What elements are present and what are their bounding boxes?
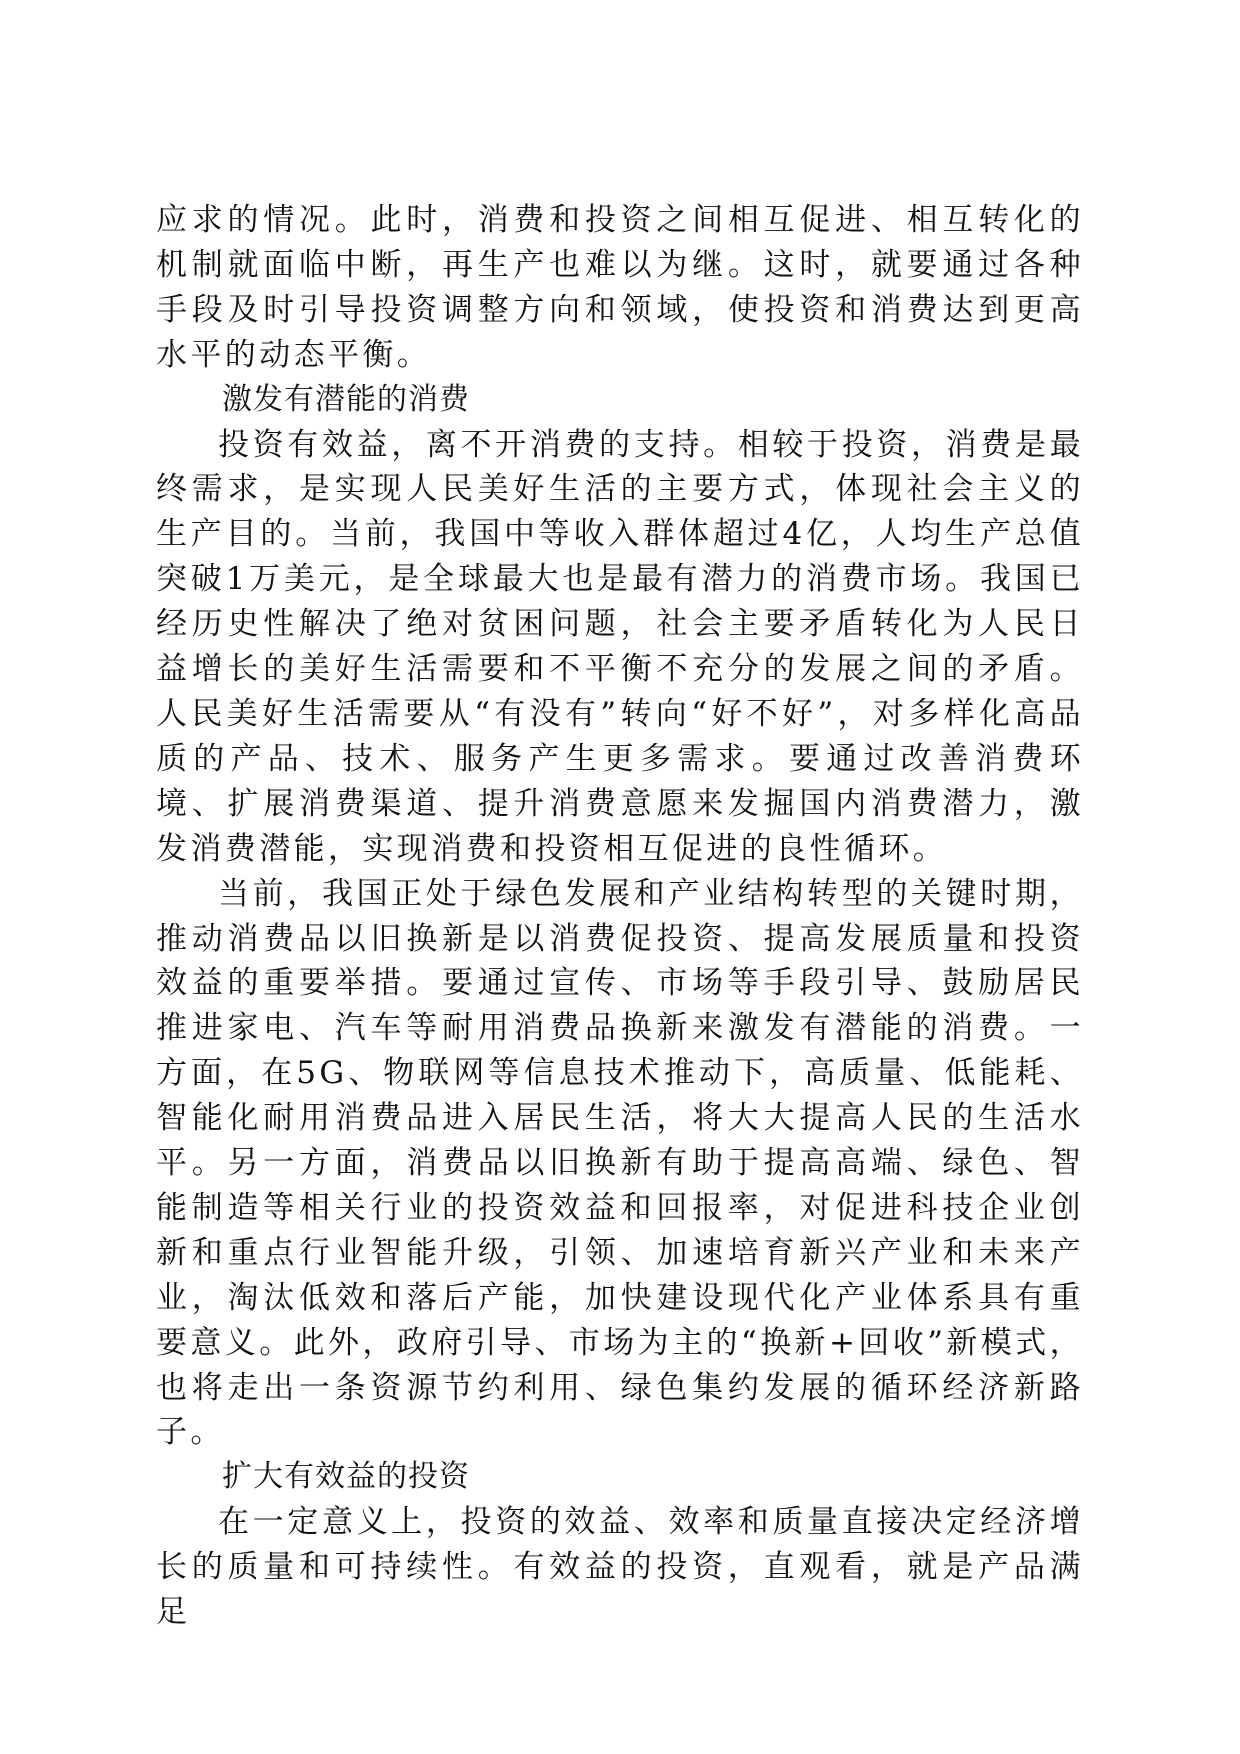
paragraph-consumption-support: 投资有效益，离不开消费的支持。相较于投资，消费是最终需求，是实现人民美好生活的主要方式，体现社会主义的生产目的。当前，我国中等收入群体超过4亿，人均生产总值突破1万美元，是全球最大也是最有潜力的消费市场。我国已经历史性解决了绝对贫困问题，社会主要矛盾转化为人民日益增长的美好生活需要和不平衡不充分的发展之间的矛盾。人民美好生活需要从“有没有”转向“好不好”，对多样化高品质的产品、技术、服务产生更多需求。要通过改善消费环境、扩展消费渠道、提升消费意愿来发掘国内消费潜力，激发消费潜能，实现消费和投资相互促进的良性循环。 — [156, 426, 1084, 867]
paragraph-investment-efficiency: 在一定意义上，投资的效益、效率和质量直接决定经济增长的质量和可持续性。有效益的投资，直观看，就是产品满足 — [156, 1504, 1084, 1631]
paragraph-continued: 应求的情况。此时，消费和投资之间相互促进、相互转化的机制就面临中断，再生产也难以为继。这时，就要通过各种手段及时引导投资调整方向和领域，使投资和消费达到更高水平的动态平衡。 — [156, 202, 1084, 373]
section-heading-consumption: 激发有潜能的消费 — [222, 381, 470, 417]
paragraph-trade-in: 当前，我国正处于绿色发展和产业结构转型的关键时期，推动消费品以旧换新是以消费促投资、提高发展质量和投资效益的重要举措。要通过宣传、市场等手段引导、鼓励居民推进家电、汽车等耐用消费品换新来激发有潜能的消费。一方面，在5G、物联网等信息技术推动下，高质量、低能耗、智能化耐用消费品进入居民生活，将大大提高人民的生活水平。另一方面，消费品以旧换新有助于提高高端、绿色、智能制造等相关行业的投资效益和回报率，对促进科技企业创新和重点行业智能升级，引领、加速培育新兴产业和未来产业，淘汰低效和落后产能，加快建设现代化产业体系具有重要意义。此外，政府引导、市场为主的“换新+回收”新模式，也将走出一条资源节约利用、绿色集约发展的循环经济新路子。 — [156, 875, 1084, 1451]
document-body — [156, 198, 1084, 1635]
section-heading-investment: 扩大有效益的投资 — [222, 1459, 470, 1495]
